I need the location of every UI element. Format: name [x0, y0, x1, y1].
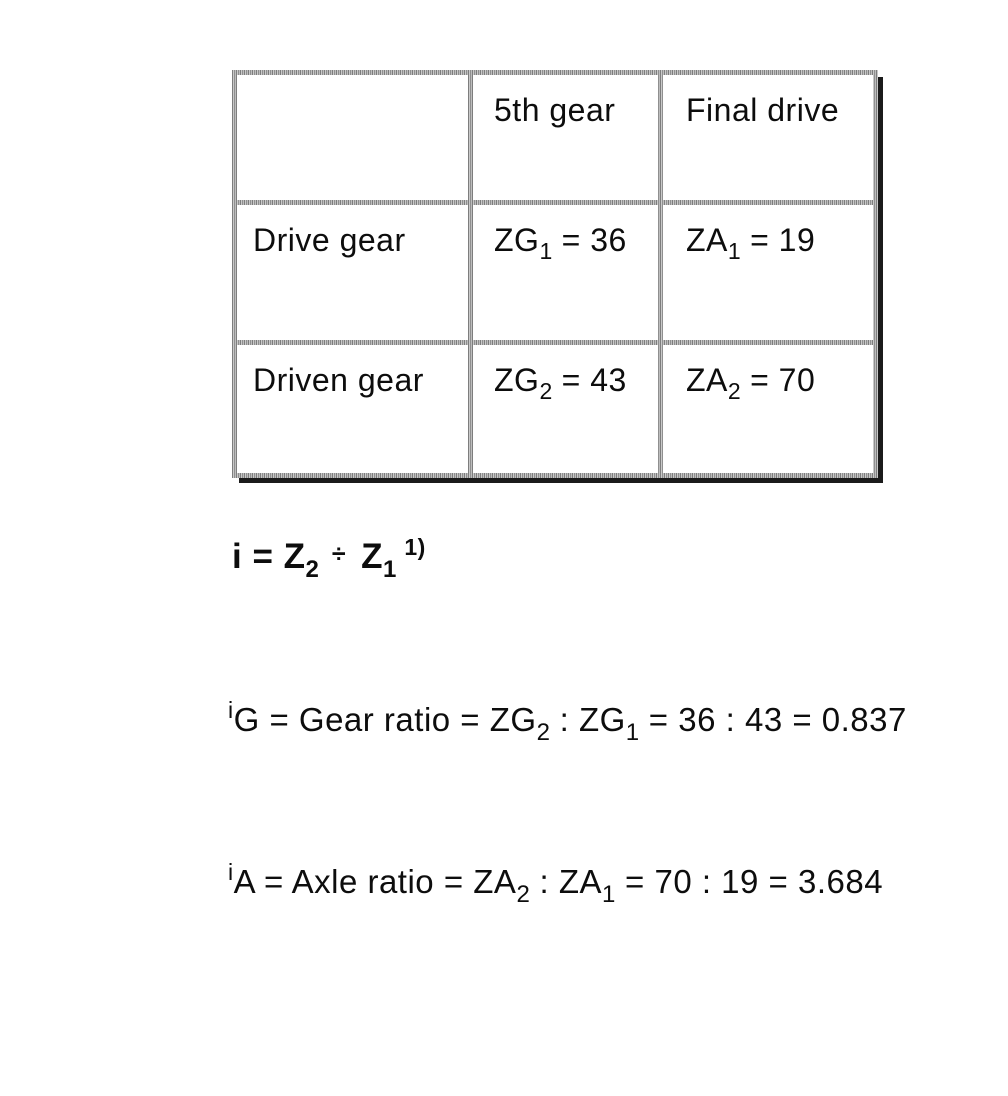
subscript: 2 [536, 719, 550, 746]
formula-text: i = Z [232, 537, 306, 576]
cell-text: = 70 [740, 362, 816, 398]
row-label-driven-gear: Driven gear [237, 345, 468, 473]
cell-text: ZG [494, 362, 540, 398]
superscript-i: i [228, 859, 234, 885]
formula-axle-ratio [228, 852, 883, 915]
superscript-i: i [228, 697, 234, 723]
formula-gear-ratio [228, 690, 907, 753]
table-header-final-drive: Final drive [663, 75, 873, 200]
table-header-5th-gear: 5th gear [473, 75, 658, 200]
cell-text: = 19 [740, 222, 816, 258]
cell-za1 [663, 205, 873, 340]
formula-text: = 36 : 43 = 0.837 [639, 701, 907, 738]
formula-text: = 70 : 19 = 3.684 [615, 863, 884, 900]
subscript: 2 [516, 881, 530, 908]
cell-za2 [663, 345, 873, 473]
subscript: 2 [305, 556, 319, 583]
formula-text: ZG [578, 701, 626, 738]
formula-general-ratio [232, 527, 426, 590]
formula-text: G = Gear ratio = ZG [233, 701, 537, 738]
table-header-empty [237, 75, 468, 200]
footnote-marker: 1) [404, 534, 426, 560]
cell-text: = 36 [552, 222, 627, 258]
gear-ratio-table [232, 70, 878, 478]
formula-text: A = Axle ratio = ZA [233, 863, 517, 900]
formula-text: ZA [558, 863, 602, 900]
cell-zg2 [473, 345, 658, 473]
subscript: 1 [382, 556, 397, 583]
formula-text: : [529, 863, 559, 900]
cell-text: ZA [686, 222, 728, 258]
formula-text: Z [361, 537, 383, 576]
cell-zg1 [473, 205, 658, 340]
subscript: 2 [727, 378, 741, 404]
division-operator: ÷ [331, 540, 347, 568]
row-label-drive-gear: Drive gear [237, 205, 468, 340]
subscript: 2 [539, 378, 553, 404]
cell-text: ZG [494, 222, 540, 258]
subscript: 1 [602, 881, 616, 908]
subscript: 1 [727, 238, 741, 264]
cell-text: ZA [686, 362, 728, 398]
subscript: 1 [539, 238, 553, 264]
subscript: 1 [625, 719, 640, 746]
cell-text: = 43 [552, 362, 627, 398]
formula-text: : [549, 701, 579, 738]
